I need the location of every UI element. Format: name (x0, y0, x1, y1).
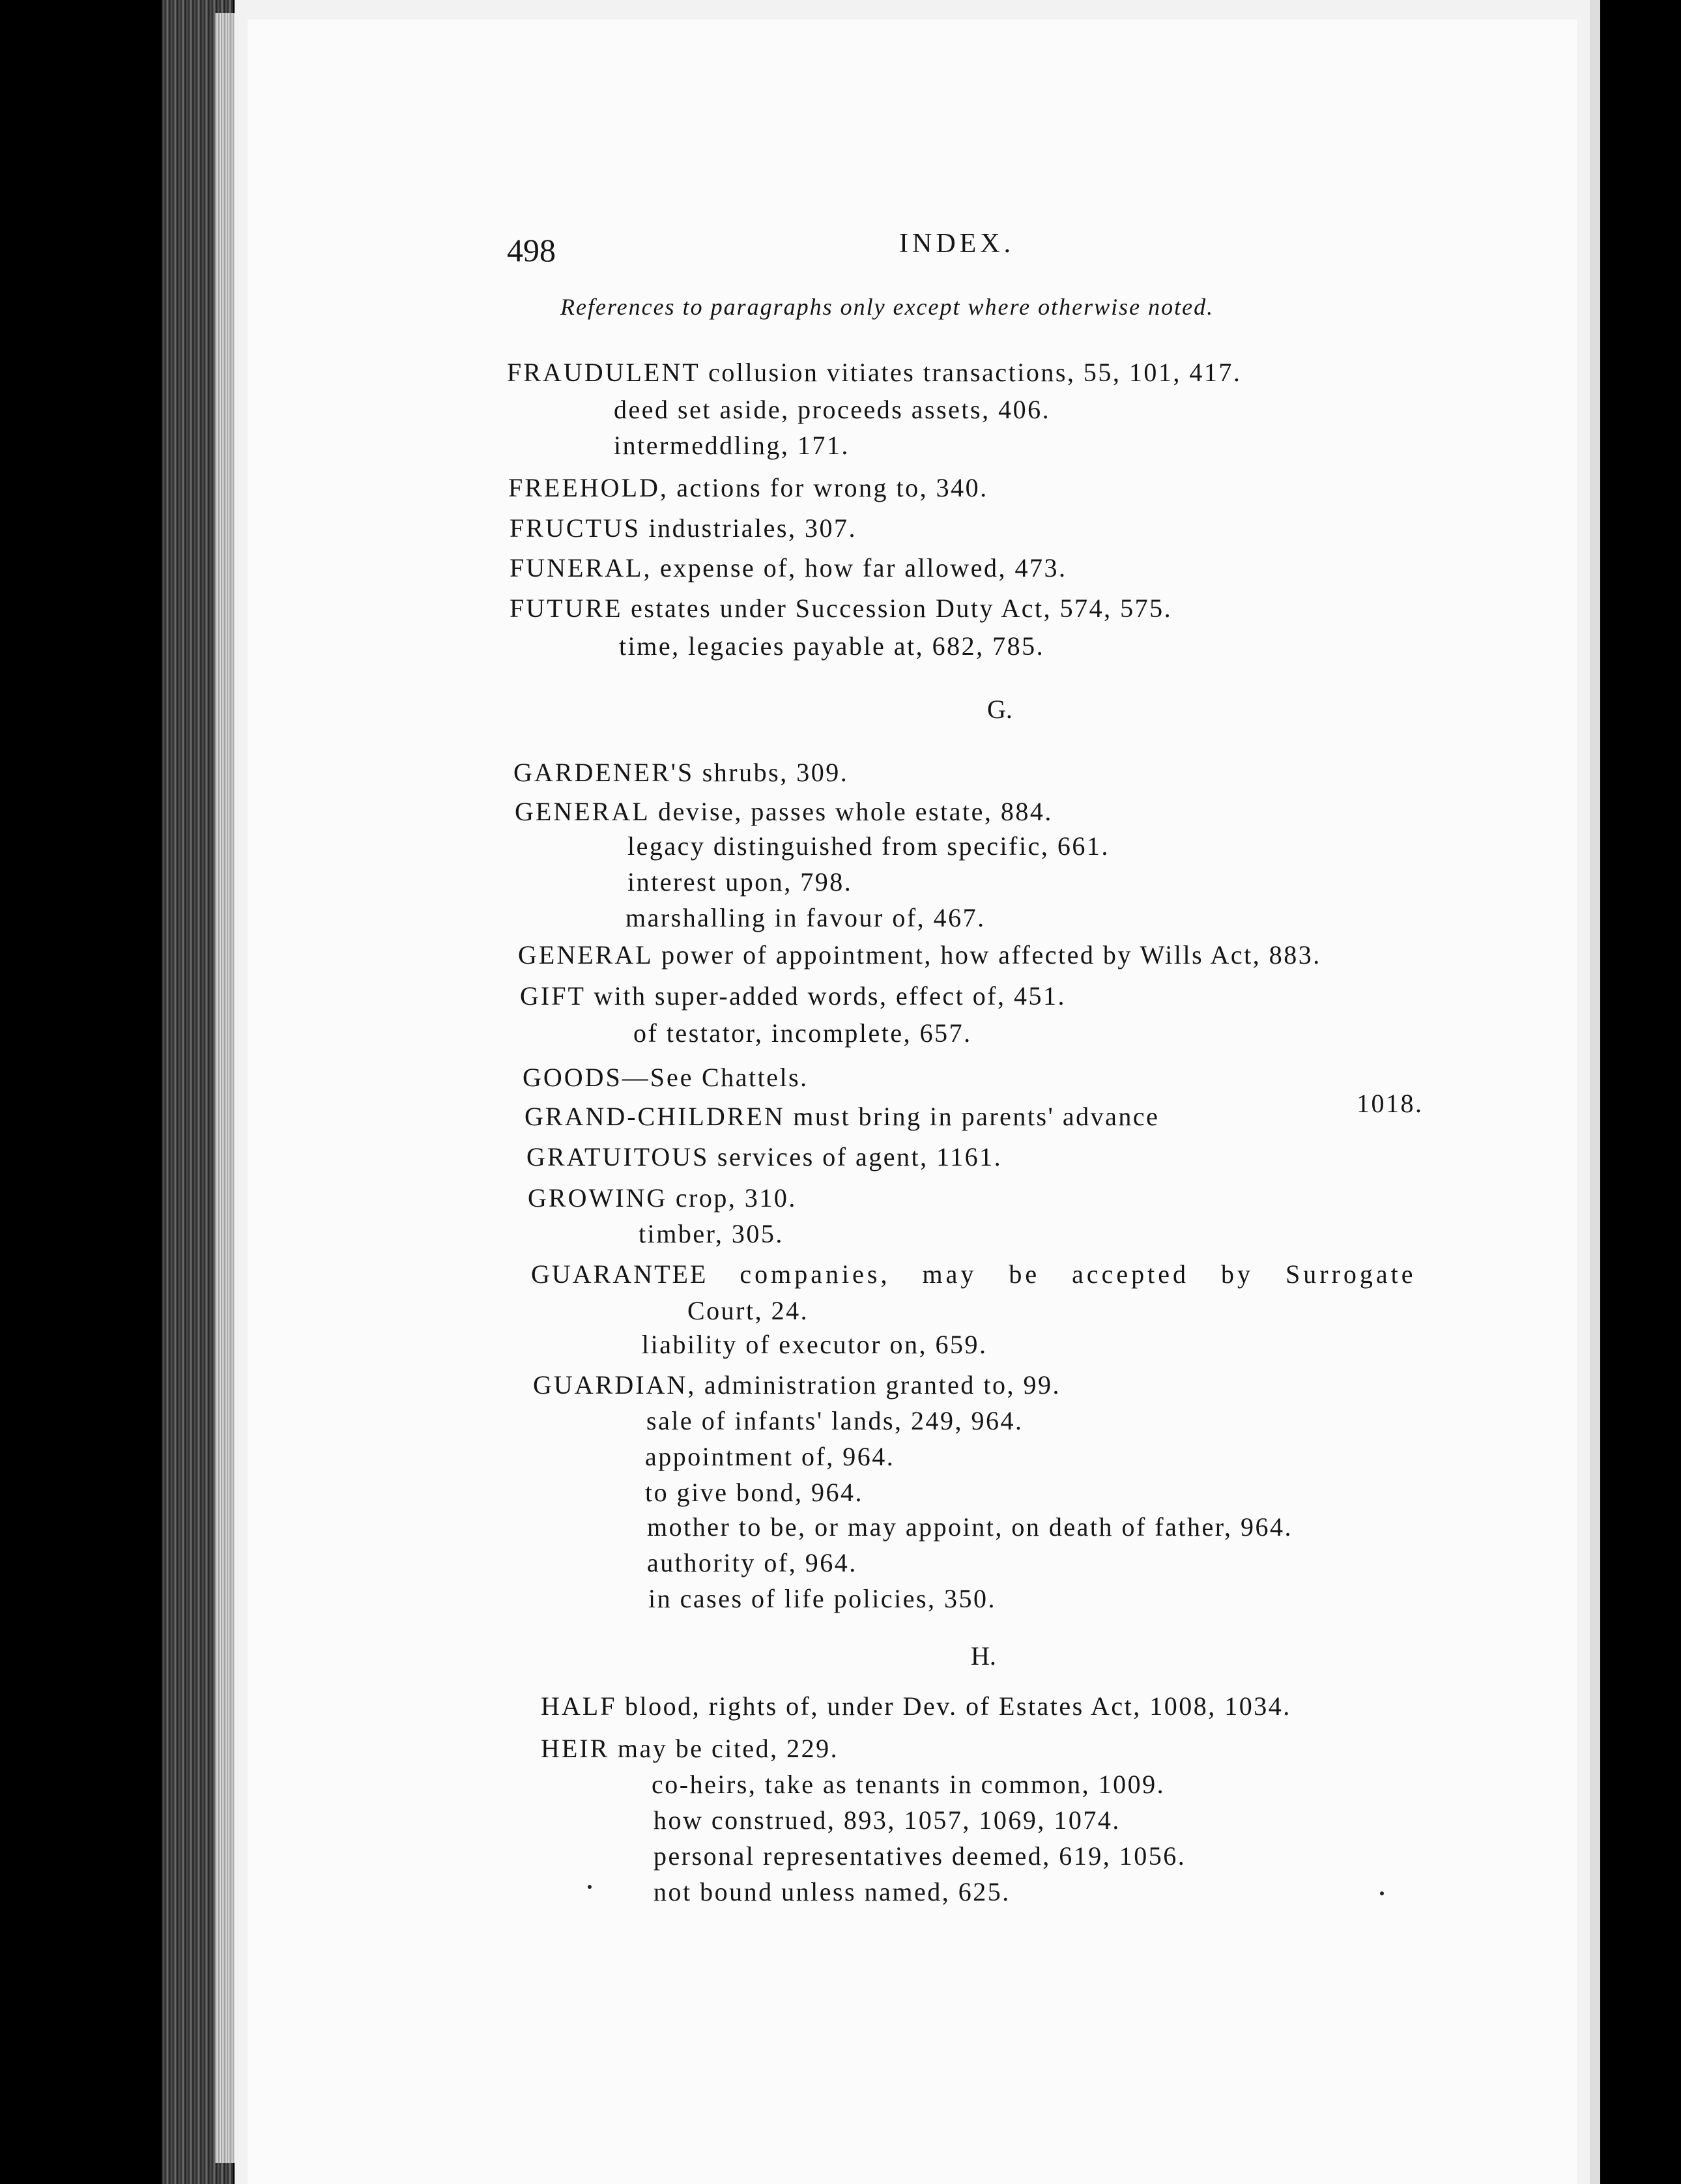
section-letter: H. (971, 1641, 996, 1671)
index-subentry: intermeddling, 171. (614, 431, 850, 460)
index-entry (513, 757, 848, 788)
entry-head: GROWING (528, 1183, 668, 1213)
entry-head: GIFT (520, 981, 586, 1011)
entry-text: may be cited, 229. (617, 1734, 839, 1763)
entry-head: FREEHOLD, (508, 473, 668, 502)
facing-page-shadow (1590, 0, 1681, 2184)
index-entry (515, 796, 1053, 827)
entry-page-ref: 1018. (1357, 1089, 1424, 1118)
entry-text: shrubs, 309. (702, 758, 849, 787)
speck-mark (1380, 1891, 1384, 1895)
entry-head: GARDENER'S (513, 758, 695, 787)
entry-head: GRATUITOUS (526, 1142, 710, 1171)
entry-text: administration granted to, 99. (704, 1370, 1061, 1400)
index-entry (531, 1259, 1416, 1289)
entry-head: GUARANTEE (531, 1259, 708, 1289)
index-entry (508, 472, 988, 503)
index-entry (541, 1691, 1291, 1721)
index-entry (528, 1183, 797, 1213)
index-subentry: authority of, 964. (647, 1548, 857, 1577)
section-letter: G. (987, 695, 1013, 724)
index-subentry: marshalling in favour of, 467. (625, 903, 986, 932)
index-subentry: how construed, 893, 1057, 1069, 1074. (654, 1805, 1121, 1835)
entry-head: FUTURE (510, 594, 623, 623)
index-subentry: co-heirs, take as tenants in common, 1009. (652, 1770, 1166, 1799)
index-subentry: timber, 305. (639, 1219, 784, 1248)
entry-head: GENERAL (515, 797, 650, 826)
index-entry (524, 1101, 1159, 1132)
entry-head: HALF (541, 1691, 617, 1721)
index-subentry: in cases of life policies, 350. (648, 1584, 997, 1613)
entry-head: GUARDIAN, (533, 1370, 697, 1400)
index-entry (523, 1062, 809, 1093)
entry-text: expense of, how far allowed, 473. (659, 553, 1067, 582)
index-subentry: sale of infants' lands, 249, 964. (646, 1406, 1024, 1435)
entry-head: GRAND-CHILDREN (524, 1102, 785, 1131)
entry-text: estates under Succession Duty Act, 574, 575. (631, 594, 1173, 623)
index-subentry: of testator, incomplete, 657. (633, 1018, 972, 1048)
entry-head: FRUCTUS (510, 513, 641, 543)
index-subentry: personal representatives deemed, 619, 1056. (654, 1841, 1186, 1871)
index-subentry: legacy distinguished from specific, 661. (627, 831, 1110, 861)
entry-text: actions for wrong to, 340. (676, 473, 988, 502)
index-entry (533, 1370, 1061, 1400)
index-subentry: deed set aside, proceeds assets, 406. (614, 395, 1051, 424)
index-subentry: liability of executor on, 659. (642, 1330, 988, 1359)
index-entry (510, 513, 857, 543)
entry-text: crop, 310. (675, 1183, 797, 1213)
running-head: INDEX. (899, 229, 1015, 259)
index-subentry: time, legacies payable at, 682, 785. (619, 631, 1045, 661)
index-subentry: mother to be, or may appoint, on death of father, 964. (647, 1512, 1293, 1542)
entry-text: industriales, 307. (648, 513, 857, 543)
index-note: References to paragraphs only except where otherwise noted. (560, 294, 1214, 320)
index-subentry: appointment of, 964. (645, 1442, 895, 1471)
index-subentry: not bound unless named, 625. (654, 1877, 1011, 1906)
entry-head: GENERAL (518, 940, 654, 970)
page-number: 498 (507, 232, 556, 268)
entry-text: devise, passes whole estate, 884. (658, 797, 1053, 826)
speck-mark (588, 1885, 592, 1889)
entry-text: collusion vitiates transactions, 55, 101, 417. (708, 358, 1242, 387)
entry-text: power of appointment, how affected by Wills Act, 883. (661, 940, 1321, 970)
index-entry (520, 981, 1066, 1011)
facing-page-edge (1590, 0, 1600, 2184)
index-entry (507, 357, 1241, 388)
entry-head: GOODS—See (523, 1063, 694, 1092)
index-entry (526, 1142, 1002, 1172)
index-entry (518, 940, 1321, 970)
index-subentry: interest upon, 798. (627, 867, 853, 897)
index-subentry: to give bond, 964. (645, 1478, 863, 1507)
entry-text: Chattels. (702, 1063, 809, 1092)
entry-text: services of agent, 1161. (717, 1142, 1003, 1171)
entry-head: FRAUDULENT (507, 358, 700, 387)
index-entry (541, 1733, 839, 1764)
entry-head: FUNERAL, (510, 553, 652, 582)
entry-text: must bring in parents' advance (793, 1102, 1160, 1131)
index-continuation: Court, 24. (687, 1296, 809, 1325)
index-entry (510, 593, 1172, 624)
entry-text: with super-added words, effect of, 451. (594, 981, 1067, 1011)
entry-text: blood, rights of, under Dev. of Estates Act, 1008, 1034. (624, 1691, 1291, 1721)
entry-text: companies, may be accepted by Surrogate (740, 1259, 1416, 1289)
index-entry (510, 553, 1067, 583)
entry-head: HEIR (541, 1734, 610, 1763)
